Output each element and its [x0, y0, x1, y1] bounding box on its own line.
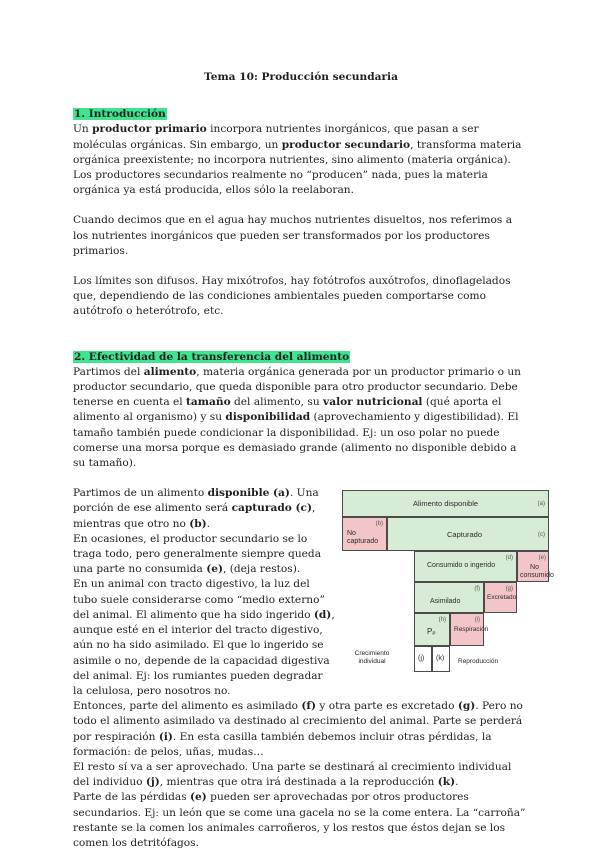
text-run: . [455, 776, 459, 789]
section1-paragraph-3: Los límites son difusos. Hay mixótrofos, hay fotótrofos auxótrofos, dinoflagelados que, dependiendo de las condiciones ambientales pueden comportarse como autótrofo o heterótrofo, etc. [73, 275, 511, 318]
text-run: . Pero no todo el alimento asimilado va destinado al crecimiento del animal. Parte se perderá por respiración [73, 700, 523, 743]
section1-paragraph-2: Cuando decimos que en el agua hay muchos nutrientes disueltos, nos referimos a los nutrientes inorgánicos que pueden ser transformados por los productores primarios. [73, 214, 513, 257]
bold-term: (e) [190, 791, 207, 804]
box-e [517, 551, 554, 582]
section1-paragraph-1 [73, 122, 529, 198]
document-body [73, 64, 554, 851]
bold-term: tamaño [186, 396, 231, 409]
text-run: , aunque esté en el interior del tracto digestivo, aún no ha sido asimilado. El que lo ingerido se asimile o no, depende de la capacidad digestiva del animal. Ej: los rumiantes pueden degradar la celulosa, pero nosotros no. [73, 608, 335, 697]
box-d-tag: (d) [505, 555, 513, 562]
bold-term: productor primario [92, 123, 207, 136]
text-run: del alimento, su [230, 396, 324, 409]
text-run: En ocasiones, el productor secundario se lo traga todo, pero generalmente siempre queda una parte no consumida [73, 532, 322, 576]
text-run: Entonces, parte del alimento es asimilado [73, 700, 302, 713]
bold-term: productor secundario [281, 138, 411, 151]
box-f-tag: (f) [474, 586, 480, 593]
text-run: , (deja restos). [223, 563, 301, 576]
section2-paragraph-6 [73, 760, 529, 790]
box-j [414, 646, 432, 672]
bold-term: capturado (c) [231, 502, 312, 515]
bold-term: (i) [158, 730, 173, 743]
box-c [387, 517, 549, 551]
box-h-tag: (h) [438, 617, 446, 624]
box-k-label: (k) [436, 655, 445, 663]
text-run: En un animal con tracto digestivo, la luz del tubo suele considerarse como “medio externo” del animal. El alimento que ha sido ingerido [73, 578, 325, 621]
box-g-tag: (g) [505, 586, 513, 593]
box-i-label: Respiración [454, 626, 489, 634]
text-run: . Una porción de ese alimento será [73, 487, 319, 515]
text-run: Parte de las pérdidas [73, 791, 191, 804]
box-f-label: Asimilado [430, 598, 461, 606]
section2-paragraph-5 [73, 699, 529, 760]
text-run: (aprovechamiento y digestibilidad). El tamaño también puede condicionar la disponibilidad. Ej: un oso polar no puede comerse una morsa porque es demasiado grande (alimento no disponible debido a su tamaño). [73, 411, 519, 470]
box-e-label: No consumido [520, 564, 554, 580]
box-i-tag: (i) [474, 617, 480, 624]
bold-term: (j) [145, 776, 160, 789]
text-run: . En esta casilla también debemos incluir otras pérdidas, la formación: de pelos, uñas, mudas… [73, 730, 492, 758]
box-h-label: Pₚ [427, 627, 436, 637]
section1-heading: 1. Introducción [74, 108, 166, 121]
box-g [484, 582, 517, 613]
bold-term: valor nutricional [323, 396, 423, 409]
box-k [432, 646, 450, 672]
bold-term: (d) [313, 608, 332, 621]
bold-term: (b) [189, 517, 207, 530]
section2-paragraph-2 [73, 486, 335, 532]
box-e-tag: (e) [538, 555, 546, 562]
text-run: El resto sí va a ser aprovechado. Una parte se destinará al crecimiento individual del individuo [73, 760, 512, 789]
bold-term: (g) [457, 700, 476, 713]
box-b [342, 517, 387, 551]
bold-term: disponibilidad [225, 411, 311, 424]
text-run: (qué aporta el alimento al organismo) y su [73, 396, 502, 424]
section2-paragraph-1 [73, 365, 529, 471]
bold-term: alimento [143, 365, 197, 378]
box-i [450, 613, 489, 646]
box-d [414, 551, 517, 582]
text-run: . [206, 517, 211, 530]
section2-paragraph-7 [73, 790, 529, 851]
box-h [414, 613, 450, 646]
bold-term: (f) [301, 700, 316, 713]
crecimiento-label: Crecimiento individual [354, 650, 390, 666]
text-run: pueden ser aprovechadas por otros productores secundarios. Ej: un león que se come una gacela no se la come entera. La “carroña” restante se la comen los animales carroñeros, y los restos que éstos dejan se los comen los detritófagos. [73, 791, 526, 849]
section2-paragraph-3 [73, 532, 335, 578]
text-run: , transforma materia orgánica preexistente; no incorpora nutrientes, sino alimento (materia orgánica). Los productores secundarios realmente no “producen” nada, pues la materia orgánica ya está producida, ellos sólo la reelaboran. [73, 138, 522, 197]
section2-paragraph-4 [73, 577, 335, 699]
box-f [414, 582, 484, 613]
text-run: Partimos de un alimento [73, 487, 208, 500]
text-run: , mientras que otra irá destinada a la reproducción [159, 776, 438, 789]
text-run: y otra parte es excretado [315, 700, 458, 713]
text-run: incorpora nutrientes inorgánicos, que pasan a ser moléculas orgánicas. Sin embargo, un [73, 123, 479, 151]
page-title: Tema 10: Producción secundaria [204, 71, 398, 83]
text-run: , materia orgánica generada por un productor primario o un productor secundario, que queda disponible para otro productor secundario. Debe tenerse en cuenta el [73, 365, 521, 409]
box-c-tag: (c) [538, 532, 545, 539]
section2-heading: 2. Efectividad de la transferencia del alimento [74, 350, 350, 363]
box-c-label: Capturado [447, 530, 483, 540]
text-run: , mientras que otro no [73, 502, 316, 530]
food-transfer-diagram [342, 490, 554, 690]
box-b-label: No capturado [347, 530, 379, 546]
box-b-tag: (b) [375, 521, 383, 528]
text-run: Partimos del [73, 365, 144, 378]
diagram-section [73, 486, 554, 699]
bold-term: disponible (a) [207, 487, 290, 500]
box-g-label: Excretado [487, 594, 517, 602]
box-j-label: (j) [418, 655, 425, 663]
box-d-label: Consumido o ingerido [427, 562, 496, 570]
reproduccion-label: Reproducción [458, 658, 499, 666]
box-a-tag: (a) [537, 501, 545, 508]
bold-term: (k) [437, 776, 456, 789]
bold-term: (e) [206, 563, 224, 576]
box-a-label: Alimento disponible [413, 499, 479, 509]
box-a [342, 490, 549, 517]
text-run: Un [73, 123, 93, 136]
